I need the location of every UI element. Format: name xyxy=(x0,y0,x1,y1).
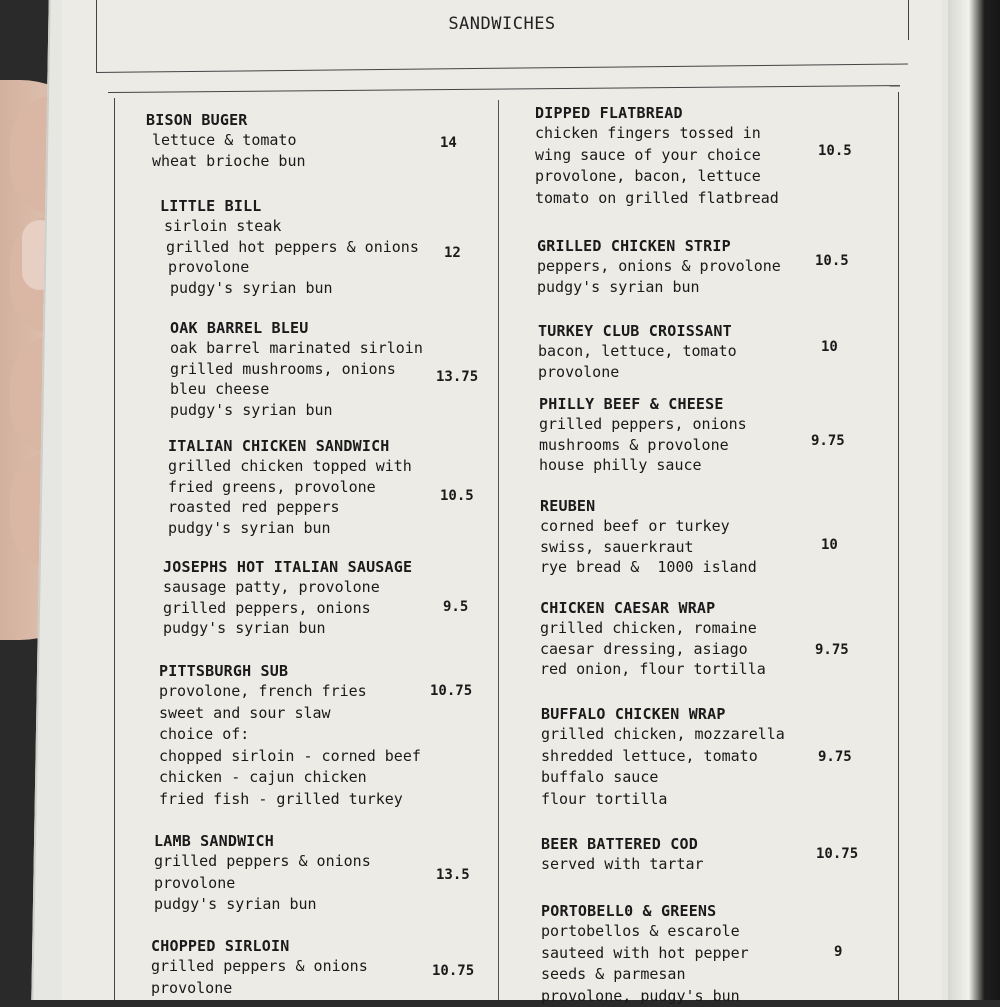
menu-item xyxy=(539,394,747,476)
menu-item xyxy=(154,831,371,916)
menu-item xyxy=(168,436,412,538)
item-name: DIPPED FLATBREAD xyxy=(535,103,779,123)
item-name: JOSEPHS HOT ITALIAN SAUSAGE xyxy=(163,557,412,577)
item-desc: served with tartar xyxy=(541,854,704,875)
menu-item xyxy=(541,834,704,875)
item-desc: provolone xyxy=(151,978,368,1000)
menu-item xyxy=(541,704,785,810)
item-desc: grilled chicken, romaine xyxy=(540,618,766,639)
item-desc: sirloin steak xyxy=(160,216,419,237)
item-desc: provolone, french fries xyxy=(159,681,421,703)
item-desc: provolone xyxy=(160,257,419,278)
menu-item xyxy=(537,236,781,297)
item-name: CHICKEN CAESAR WRAP xyxy=(540,598,766,618)
item-desc: house philly sauce xyxy=(539,455,747,476)
item-name: TURKEY CLUB CROISSANT xyxy=(538,321,737,341)
item-desc: red onion, flour tortilla xyxy=(540,659,766,680)
item-desc: flour tortilla xyxy=(541,789,785,811)
item-desc: pudgy's syrian bun xyxy=(160,278,419,299)
item-price: 10.5 xyxy=(440,488,474,504)
item-name: GRILLED CHICKEN STRIP xyxy=(537,236,781,256)
menu-item xyxy=(151,936,368,999)
item-desc: wheat brioche bun xyxy=(146,151,306,172)
item-price: 10.5 xyxy=(818,143,852,159)
item-desc: grilled mushrooms, onions xyxy=(170,359,423,380)
item-desc: provolone, pudgy's bun xyxy=(541,986,749,1007)
item-name: BEER BATTERED COD xyxy=(541,834,704,854)
menu-item xyxy=(540,598,766,680)
item-name: LAMB SANDWICH xyxy=(154,831,371,851)
item-desc: grilled chicken topped with xyxy=(168,456,412,477)
item-name: REUBEN xyxy=(540,496,757,516)
item-desc: wing sauce of your choice xyxy=(535,145,779,167)
item-desc: swiss, sauerkraut xyxy=(540,537,757,558)
item-desc: grilled peppers, onions xyxy=(163,598,412,619)
item-desc: peppers, onions & provolone xyxy=(537,256,781,277)
item-price: 10.5 xyxy=(815,253,849,269)
item-price: 10.75 xyxy=(432,963,474,979)
item-desc: mushrooms & provolone xyxy=(539,435,747,456)
item-price: 9.75 xyxy=(811,433,845,449)
header-rule-2 xyxy=(108,85,900,93)
menu-item xyxy=(538,321,737,382)
item-price: 9.5 xyxy=(443,599,468,615)
menu-item xyxy=(159,661,421,810)
item-desc: pudgy's syrian bun xyxy=(163,618,412,639)
column-divider xyxy=(498,100,499,1000)
item-price: 12 xyxy=(444,245,461,261)
frame-left-top xyxy=(96,0,97,72)
menu-item xyxy=(540,496,757,578)
item-name: PITTSBURGH SUB xyxy=(159,661,421,681)
item-name: BUFFALO CHICKEN WRAP xyxy=(541,704,785,724)
item-desc: seeds & parmesan xyxy=(541,964,749,986)
menu-item xyxy=(146,110,306,171)
item-price: 10.75 xyxy=(430,683,472,699)
item-desc: pudgy's syrian bun xyxy=(168,518,412,539)
menu-item xyxy=(160,196,419,298)
item-price: 9.75 xyxy=(818,749,852,765)
frame-left-body xyxy=(114,98,115,1000)
item-desc: caesar dressing, asiago xyxy=(540,639,766,660)
item-name: BISON BUGER xyxy=(146,110,306,130)
item-desc: grilled chicken, mozzarella xyxy=(541,724,785,746)
item-desc: bleu cheese xyxy=(170,379,423,400)
menu-item xyxy=(163,557,412,639)
item-price: 14 xyxy=(440,135,457,151)
item-desc: provolone, bacon, lettuce xyxy=(535,166,779,188)
section-title: SANDWICHES xyxy=(62,14,942,34)
menu-item xyxy=(170,318,423,420)
menu-item xyxy=(541,901,749,1007)
item-price: 9.75 xyxy=(815,642,849,658)
item-price: 9 xyxy=(834,944,842,960)
item-price: 13.75 xyxy=(436,369,478,385)
menu-item xyxy=(535,103,779,209)
item-desc: provolone xyxy=(538,362,737,383)
item-desc: grilled peppers & onions xyxy=(154,851,371,873)
binder-edge xyxy=(948,0,1000,1000)
item-name: ITALIAN CHICKEN SANDWICH xyxy=(168,436,412,456)
item-desc: rye bread & 1000 island xyxy=(540,557,757,578)
item-desc: choice of: xyxy=(159,724,421,746)
item-desc: roasted red peppers xyxy=(168,497,412,518)
item-desc: pudgy's syrian bun xyxy=(537,277,781,298)
item-name: CHOPPED SIRLOIN xyxy=(151,936,368,956)
item-desc: portobellos & escarole xyxy=(541,921,749,943)
item-name: OAK BARREL BLEU xyxy=(170,318,423,338)
item-desc: fried greens, provolone xyxy=(168,477,412,498)
item-desc: lettuce & tomato xyxy=(146,130,306,151)
item-desc: chicken fingers tossed in xyxy=(535,123,779,145)
item-desc: shredded lettuce, tomato xyxy=(541,746,785,768)
item-name: PHILLY BEEF & CHEESE xyxy=(539,394,747,414)
item-desc: pudgy's syrian bun xyxy=(170,400,423,421)
item-desc: provolone xyxy=(154,873,371,895)
item-price: 10 xyxy=(821,537,838,553)
item-desc: grilled peppers, onions xyxy=(539,414,747,435)
item-desc: pudgy's syrian bun xyxy=(154,894,371,916)
header-rule-1 xyxy=(96,63,908,73)
item-desc: grilled hot peppers & onions xyxy=(160,237,419,258)
item-desc: oak barrel marinated sirloin xyxy=(170,338,423,359)
item-desc: fried fish - grilled turkey xyxy=(159,789,421,811)
item-desc: chicken - cajun chicken xyxy=(159,767,421,789)
item-desc: tomato on grilled flatbread xyxy=(535,188,779,210)
item-desc: sauteed with hot pepper xyxy=(541,943,749,965)
item-desc: grilled peppers & onions xyxy=(151,956,368,978)
item-name: LITTLE BILL xyxy=(160,196,419,216)
item-price: 10 xyxy=(821,339,838,355)
item-desc: buffalo sauce xyxy=(541,767,785,789)
item-price: 13.5 xyxy=(436,867,470,883)
item-desc: bacon, lettuce, tomato xyxy=(538,341,737,362)
item-desc: sausage patty, provolone xyxy=(163,577,412,598)
frame-right-body xyxy=(898,92,899,1000)
item-desc: chopped sirloin - corned beef xyxy=(159,746,421,768)
item-desc: sweet and sour slaw xyxy=(159,703,421,725)
item-price: 10.75 xyxy=(816,846,858,862)
item-desc: corned beef or turkey xyxy=(540,516,757,537)
item-name: PORTOBELL0 & GREENS xyxy=(541,901,749,921)
